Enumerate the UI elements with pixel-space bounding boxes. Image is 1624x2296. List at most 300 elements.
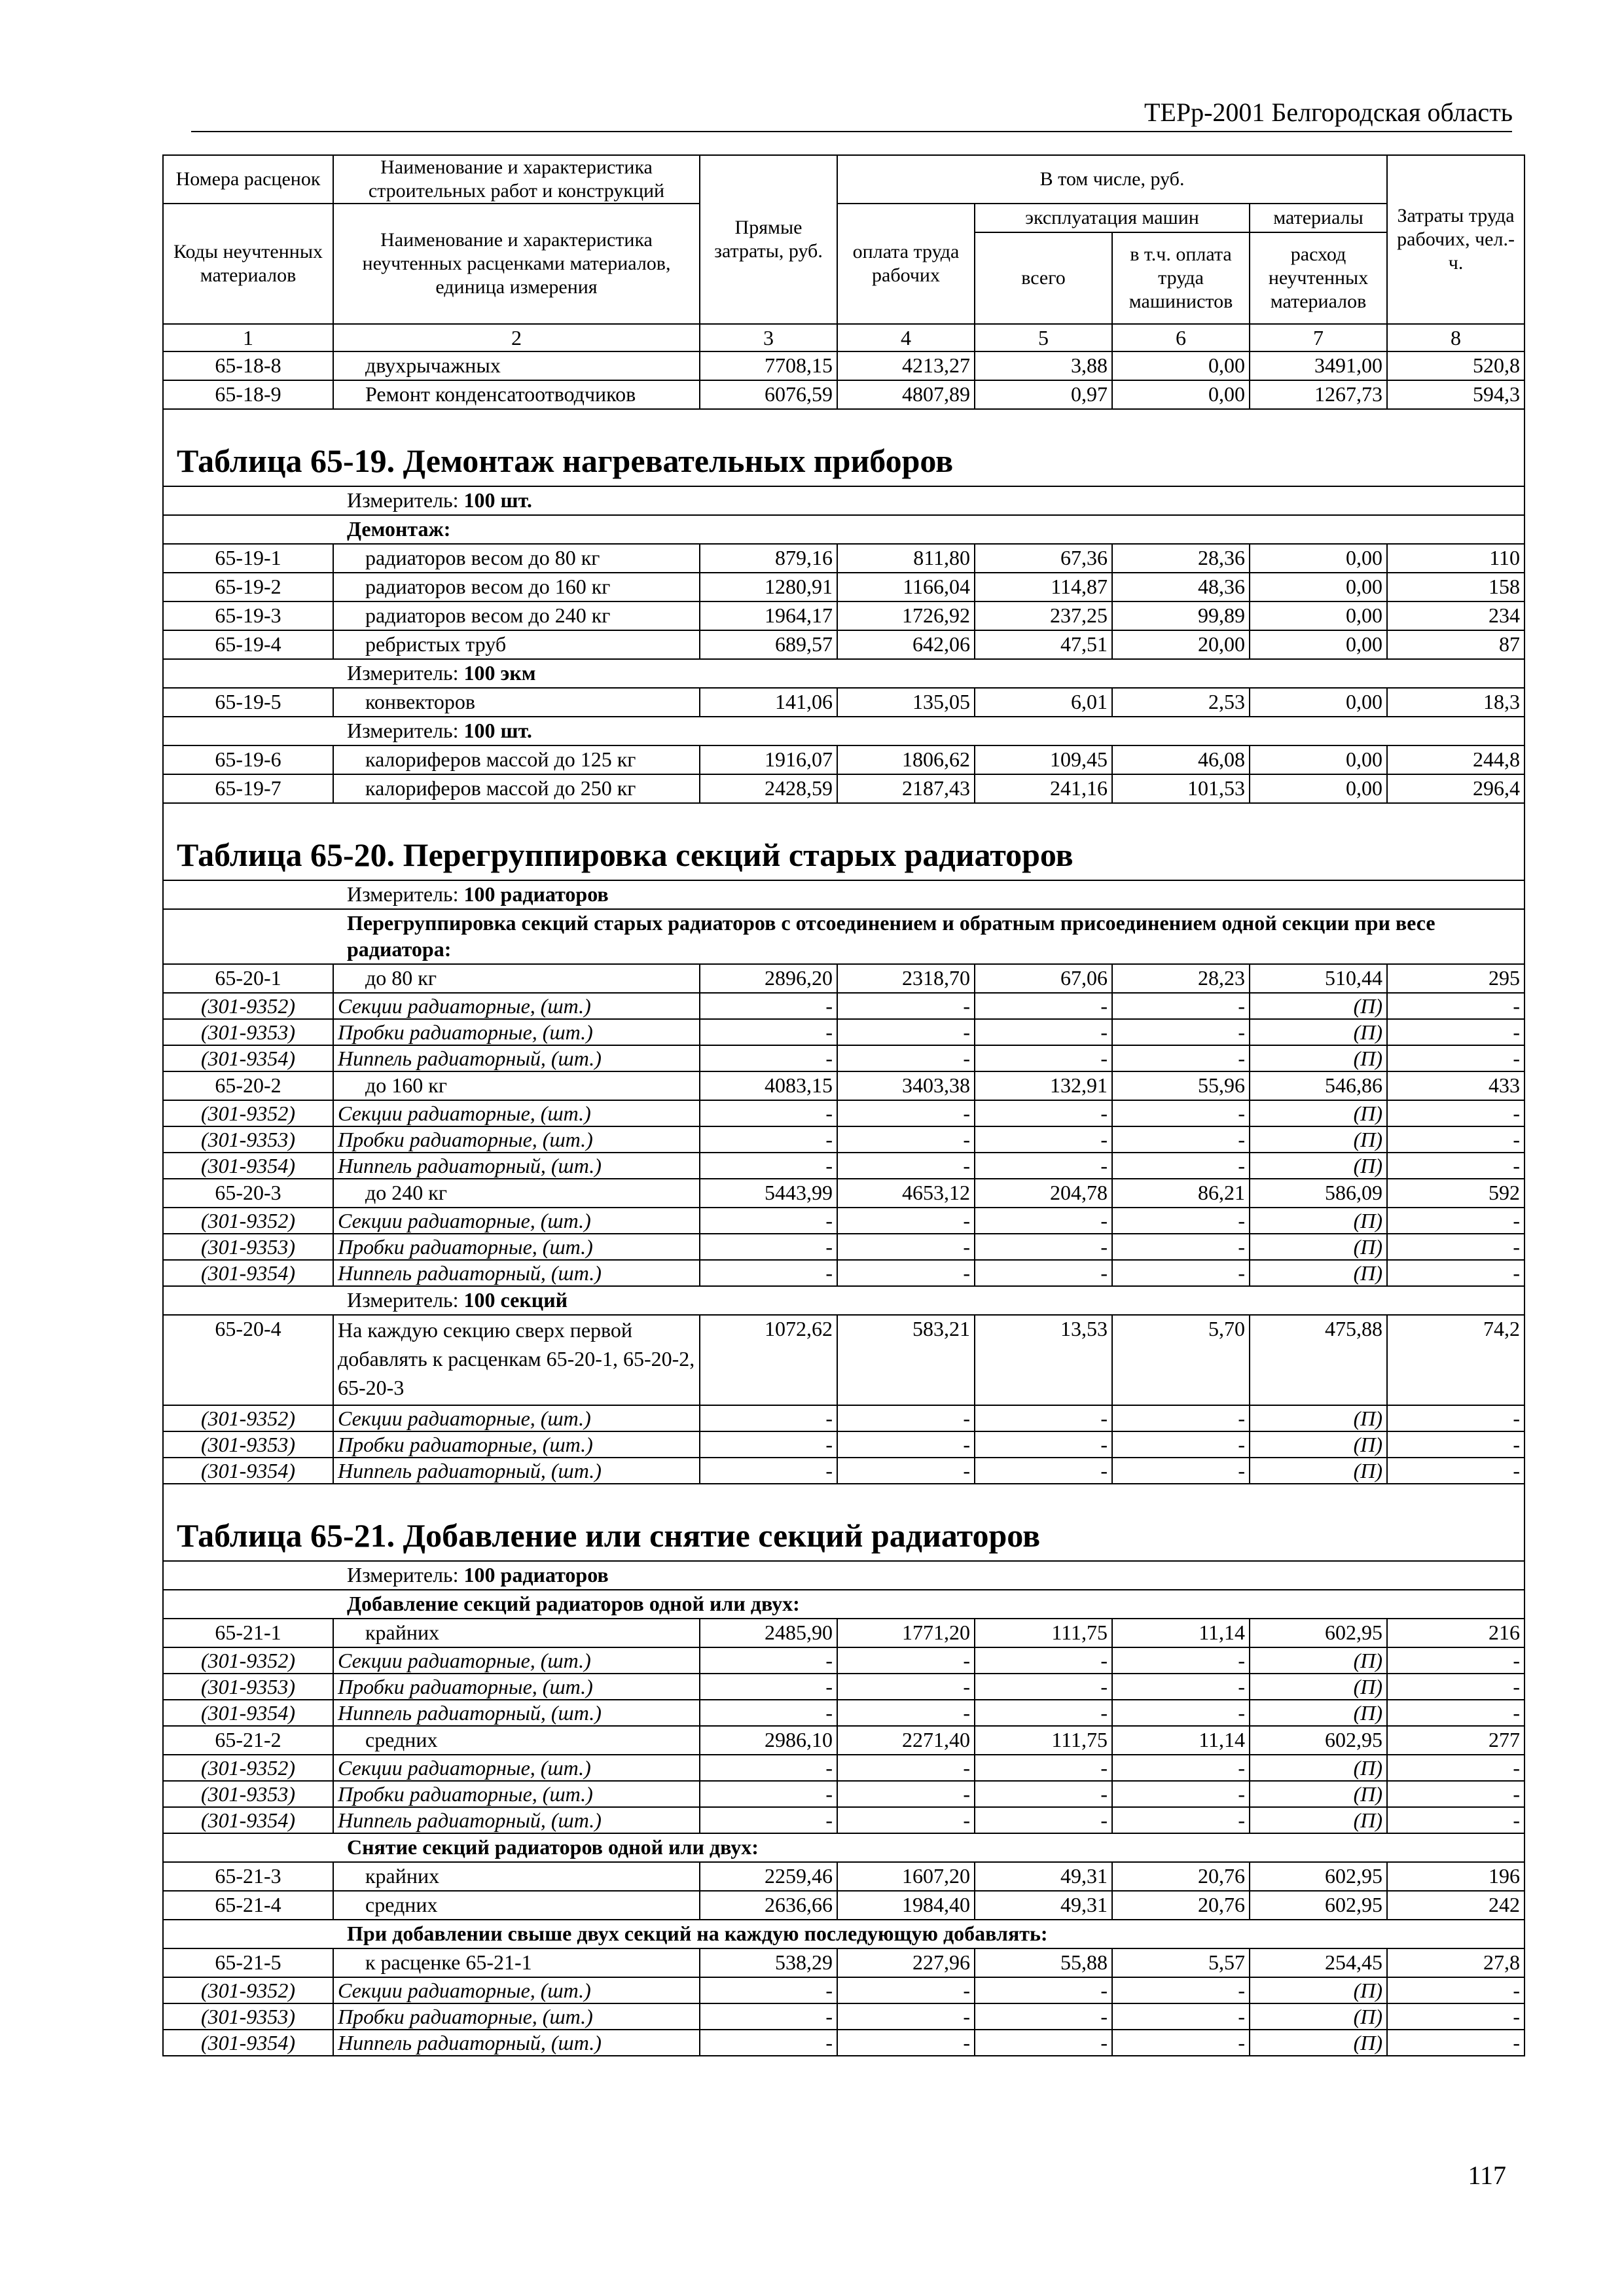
- direct-costs: 6076,59: [700, 380, 837, 409]
- measure-value: 100 секций: [463, 1288, 568, 1312]
- material-mark: (П): [1250, 1458, 1387, 1484]
- material-dash: -: [837, 1431, 975, 1458]
- material-dash: -: [1112, 1208, 1250, 1234]
- labor-hours: 277: [1387, 1726, 1525, 1755]
- material-mark: (П): [1250, 1431, 1387, 1458]
- material-dash: -: [1387, 1260, 1525, 1286]
- material-code: (301-9352): [163, 1405, 333, 1431]
- machines-total: 67,06: [975, 964, 1112, 993]
- material-dash: -: [837, 993, 975, 1019]
- section-heading: Добавление секций радиаторов одной или двух:: [163, 1590, 1525, 1619]
- section-heading-row: [163, 909, 1525, 964]
- machinists-pay: 20,76: [1112, 1891, 1250, 1920]
- material-mark: (П): [1250, 1153, 1387, 1179]
- column-number: 8: [1387, 324, 1525, 351]
- measure-row: [163, 486, 1525, 515]
- material-dash: -: [1112, 1126, 1250, 1153]
- material-name: Пробки радиаторные, (шт.): [333, 2003, 700, 2030]
- rate-code: 65-19-7: [163, 774, 333, 803]
- table-row: [163, 774, 1525, 803]
- machinists-pay: 28,23: [1112, 964, 1250, 993]
- material-name: Секции радиаторные, (шт.): [333, 993, 700, 1019]
- rate-name: двухрычажных: [333, 351, 700, 380]
- material-dash: -: [1112, 1100, 1250, 1126]
- material-dash: -: [1387, 1674, 1525, 1700]
- col-header-group-including: В том числе, руб.: [837, 155, 1387, 204]
- col-header-material-codes: Коды неучтенных материалов: [163, 204, 333, 324]
- table-row: [163, 1315, 1525, 1405]
- col-header-machinists-pay: в т.ч. оплата труда машинистов: [1112, 232, 1250, 324]
- material-dash: -: [975, 1700, 1112, 1726]
- col-header-materials: материалы: [1250, 204, 1387, 232]
- column-number: 6: [1112, 324, 1250, 351]
- machines-total: 49,31: [975, 1862, 1112, 1891]
- material-dash: -: [1112, 1700, 1250, 1726]
- measure-label: Измеритель:: [347, 661, 464, 685]
- machines-total: 114,87: [975, 573, 1112, 601]
- rate-name: радиаторов весом до 160 кг: [333, 573, 700, 601]
- materials-value: 0,00: [1250, 573, 1387, 601]
- material-code: (301-9354): [163, 1458, 333, 1484]
- table-row: [163, 1948, 1525, 1977]
- material-dash: -: [700, 1977, 837, 2003]
- measure-value: 100 экм: [463, 661, 536, 685]
- material-dash: -: [837, 1405, 975, 1431]
- material-dash: -: [975, 1647, 1112, 1674]
- materials-value: 510,44: [1250, 964, 1387, 993]
- measure-value: 100 шт.: [463, 488, 532, 512]
- material-dash: -: [1112, 1755, 1250, 1781]
- material-dash: -: [700, 1153, 837, 1179]
- material-dash: -: [1112, 993, 1250, 1019]
- material-mark: (П): [1250, 1977, 1387, 2003]
- material-row: [163, 1100, 1525, 1126]
- machinists-pay: 5,70: [1112, 1315, 1250, 1405]
- material-mark: (П): [1250, 2003, 1387, 2030]
- table-title: Таблица 65-19. Демонтаж нагревательных приборов: [163, 409, 1525, 486]
- material-dash: -: [837, 1674, 975, 1700]
- document-header-title: ТЕРр-2001 Белгородская область: [1144, 98, 1513, 127]
- material-dash: -: [1387, 1019, 1525, 1045]
- header-rule: [191, 131, 1512, 132]
- material-row: [163, 1977, 1525, 2003]
- measure-line: [163, 1561, 1525, 1590]
- rate-code: 65-19-1: [163, 544, 333, 573]
- measure-label: Измеритель:: [347, 1563, 464, 1587]
- material-dash: -: [1112, 1153, 1250, 1179]
- material-code: (301-9352): [163, 1647, 333, 1674]
- machines-total: 13,53: [975, 1315, 1112, 1405]
- measure-line: [163, 659, 1525, 688]
- material-dash: -: [837, 1208, 975, 1234]
- measure-label: Измеритель:: [347, 882, 464, 906]
- labor-hours: 592: [1387, 1179, 1525, 1208]
- material-code: (301-9352): [163, 1100, 333, 1126]
- rate-code: 65-19-5: [163, 688, 333, 717]
- rate-name: ребристых труб: [333, 630, 700, 659]
- machines-total: 55,88: [975, 1948, 1112, 1977]
- material-dash: -: [837, 1153, 975, 1179]
- material-name: Ниппель радиаторный, (шт.): [333, 1153, 700, 1179]
- material-code: (301-9353): [163, 2003, 333, 2030]
- material-name: Ниппель радиаторный, (шт.): [333, 2030, 700, 2056]
- col-header-direct-costs: Прямые затраты, руб.: [700, 155, 837, 324]
- measure-label: Измеритель:: [347, 1288, 464, 1312]
- material-row: [163, 1647, 1525, 1674]
- labor-hours: 295: [1387, 964, 1525, 993]
- column-number: 7: [1250, 324, 1387, 351]
- material-row: [163, 1431, 1525, 1458]
- rate-name: средних: [333, 1726, 700, 1755]
- materials-value: 586,09: [1250, 1179, 1387, 1208]
- machinists-pay: 5,57: [1112, 1948, 1250, 1977]
- table-title: Таблица 65-20. Перегруппировка секций старых радиаторов: [163, 803, 1525, 880]
- worker-pay: 811,80: [837, 544, 975, 573]
- material-code: (301-9353): [163, 1019, 333, 1045]
- material-name: Пробки радиаторные, (шт.): [333, 1234, 700, 1260]
- measure-row: [163, 717, 1525, 745]
- measure-row: [163, 880, 1525, 909]
- material-dash: -: [837, 1977, 975, 2003]
- material-dash: -: [975, 1260, 1112, 1286]
- direct-costs: 2636,66: [700, 1891, 837, 1920]
- material-dash: -: [975, 993, 1112, 1019]
- machines-total: 132,91: [975, 1071, 1112, 1100]
- machines-total: 204,78: [975, 1179, 1112, 1208]
- material-dash: -: [837, 1100, 975, 1126]
- material-dash: -: [1112, 1781, 1250, 1807]
- section-heading-row: [163, 1590, 1525, 1619]
- col-header-work-name: Наименование и характеристика строительных работ и конструкций: [333, 155, 700, 204]
- material-dash: -: [975, 2030, 1112, 2056]
- machines-total: 3,88: [975, 351, 1112, 380]
- material-dash: -: [1112, 1647, 1250, 1674]
- measure-label: Измеритель:: [347, 719, 464, 742]
- machinists-pay: 28,36: [1112, 544, 1250, 573]
- measure-line: [163, 717, 1525, 745]
- table-row: [163, 1891, 1525, 1920]
- direct-costs: 4083,15: [700, 1071, 837, 1100]
- section-heading-row: [163, 1920, 1525, 1948]
- rate-code: 65-21-4: [163, 1891, 333, 1920]
- rate-name: конвекторов: [333, 688, 700, 717]
- material-mark: (П): [1250, 2030, 1387, 2056]
- materials-value: 3491,00: [1250, 351, 1387, 380]
- material-mark: (П): [1250, 1807, 1387, 1833]
- material-name: Пробки радиаторные, (шт.): [333, 1019, 700, 1045]
- material-dash: -: [1387, 1126, 1525, 1153]
- material-row: [163, 1208, 1525, 1234]
- material-code: (301-9354): [163, 2030, 333, 2056]
- material-dash: -: [837, 2003, 975, 2030]
- material-dash: -: [700, 1755, 837, 1781]
- table-row: [163, 573, 1525, 601]
- machines-total: 49,31: [975, 1891, 1112, 1920]
- material-dash: -: [1112, 1431, 1250, 1458]
- col-header-rate-numbers: Номера расценок: [163, 155, 333, 204]
- material-name: Пробки радиаторные, (шт.): [333, 1674, 700, 1700]
- material-dash: -: [1387, 1153, 1525, 1179]
- rate-name: до 80 кг: [333, 964, 700, 993]
- machinists-pay: 48,36: [1112, 573, 1250, 601]
- worker-pay: 4807,89: [837, 380, 975, 409]
- rate-name: калориферов массой до 125 кг: [333, 745, 700, 774]
- direct-costs: 1072,62: [700, 1315, 837, 1405]
- material-row: [163, 1153, 1525, 1179]
- direct-costs: 2428,59: [700, 774, 837, 803]
- rate-name: калориферов массой до 250 кг: [333, 774, 700, 803]
- labor-hours: 296,4: [1387, 774, 1525, 803]
- machines-total: 0,97: [975, 380, 1112, 409]
- material-mark: (П): [1250, 1405, 1387, 1431]
- material-dash: -: [837, 2030, 975, 2056]
- material-code: (301-9352): [163, 1755, 333, 1781]
- material-name: Ниппель радиаторный, (шт.): [333, 1807, 700, 1833]
- material-mark: (П): [1250, 1260, 1387, 1286]
- material-dash: -: [1387, 1700, 1525, 1726]
- table-row: [163, 1179, 1525, 1208]
- labor-hours: 433: [1387, 1071, 1525, 1100]
- machinists-pay: 20,00: [1112, 630, 1250, 659]
- material-name: Пробки радиаторные, (шт.): [333, 1126, 700, 1153]
- material-dash: -: [1387, 2030, 1525, 2056]
- materials-value: 0,00: [1250, 774, 1387, 803]
- materials-value: 254,45: [1250, 1948, 1387, 1977]
- worker-pay: 642,06: [837, 630, 975, 659]
- measure-line: [163, 486, 1525, 515]
- material-code: (301-9352): [163, 1208, 333, 1234]
- material-row: [163, 2003, 1525, 2030]
- material-dash: -: [1387, 1234, 1525, 1260]
- material-dash: -: [975, 1781, 1112, 1807]
- material-dash: -: [1387, 1100, 1525, 1126]
- rate-code: 65-19-2: [163, 573, 333, 601]
- material-dash: -: [1112, 1234, 1250, 1260]
- material-dash: -: [700, 1234, 837, 1260]
- machinists-pay: 11,14: [1112, 1619, 1250, 1647]
- material-mark: (П): [1250, 1019, 1387, 1045]
- rate-name: радиаторов весом до 80 кг: [333, 544, 700, 573]
- rate-name: средних: [333, 1891, 700, 1920]
- material-dash: -: [1387, 1458, 1525, 1484]
- table-row: [163, 544, 1525, 573]
- table-row: [163, 1619, 1525, 1647]
- column-number: 3: [700, 324, 837, 351]
- material-dash: -: [975, 1019, 1112, 1045]
- material-name: Пробки радиаторные, (шт.): [333, 1781, 700, 1807]
- worker-pay: 4653,12: [837, 1179, 975, 1208]
- rate-code: 65-21-3: [163, 1862, 333, 1891]
- table-title-row: [163, 803, 1525, 880]
- material-dash: -: [837, 1700, 975, 1726]
- material-dash: -: [1387, 2003, 1525, 2030]
- direct-costs: 879,16: [700, 544, 837, 573]
- material-dash: -: [700, 993, 837, 1019]
- measure-label: Измеритель:: [347, 488, 464, 512]
- material-dash: -: [700, 1126, 837, 1153]
- material-code: (301-9353): [163, 1674, 333, 1700]
- material-row: [163, 993, 1525, 1019]
- material-code: (301-9353): [163, 1431, 333, 1458]
- labor-hours: 244,8: [1387, 745, 1525, 774]
- material-dash: -: [1387, 1405, 1525, 1431]
- material-row: [163, 1807, 1525, 1833]
- material-row: [163, 1700, 1525, 1726]
- rate-code: 65-21-1: [163, 1619, 333, 1647]
- worker-pay: 4213,27: [837, 351, 975, 380]
- machinists-pay: 0,00: [1112, 351, 1250, 380]
- material-code: (301-9354): [163, 1700, 333, 1726]
- worker-pay: 1806,62: [837, 745, 975, 774]
- material-mark: (П): [1250, 993, 1387, 1019]
- rate-code: 65-19-3: [163, 601, 333, 630]
- labor-hours: 158: [1387, 573, 1525, 601]
- material-dash: -: [700, 1208, 837, 1234]
- rates-table-body: [163, 155, 1525, 2056]
- material-name: Секции радиаторные, (шт.): [333, 1100, 700, 1126]
- labor-hours: 110: [1387, 544, 1525, 573]
- material-name: Пробки радиаторные, (шт.): [333, 1431, 700, 1458]
- material-dash: -: [975, 1977, 1112, 2003]
- rate-name: Ремонт конденсатоотводчиков: [333, 380, 700, 409]
- section-heading-row: [163, 1833, 1525, 1862]
- table-title-row: [163, 1484, 1525, 1561]
- material-row: [163, 1405, 1525, 1431]
- material-dash: -: [700, 1807, 837, 1833]
- material-dash: -: [975, 1126, 1112, 1153]
- materials-value: 546,86: [1250, 1071, 1387, 1100]
- material-dash: -: [975, 1208, 1112, 1234]
- machines-total: 109,45: [975, 745, 1112, 774]
- materials-value: 475,88: [1250, 1315, 1387, 1405]
- material-code: (301-9354): [163, 1807, 333, 1833]
- material-name: Ниппель радиаторный, (шт.): [333, 1458, 700, 1484]
- column-number: 1: [163, 324, 333, 351]
- table-row: [163, 630, 1525, 659]
- material-row: [163, 1781, 1525, 1807]
- material-dash: -: [837, 1781, 975, 1807]
- direct-costs: 1964,17: [700, 601, 837, 630]
- table-row: [163, 601, 1525, 630]
- material-dash: -: [1387, 1208, 1525, 1234]
- material-dash: -: [1112, 1674, 1250, 1700]
- worker-pay: 1166,04: [837, 573, 975, 601]
- material-dash: -: [837, 1260, 975, 1286]
- material-dash: -: [837, 1458, 975, 1484]
- worker-pay: 583,21: [837, 1315, 975, 1405]
- col-header-worker-pay: оплата труда рабочих: [837, 204, 975, 324]
- material-dash: -: [1387, 993, 1525, 1019]
- material-name: Ниппель радиаторный, (шт.): [333, 1700, 700, 1726]
- materials-value: 602,95: [1250, 1891, 1387, 1920]
- material-dash: -: [700, 1260, 837, 1286]
- machinists-pay: 11,14: [1112, 1726, 1250, 1755]
- material-dash: -: [700, 1458, 837, 1484]
- direct-costs: 2485,90: [700, 1619, 837, 1647]
- material-code: (301-9353): [163, 1781, 333, 1807]
- labor-hours: 234: [1387, 601, 1525, 630]
- material-dash: -: [1112, 1458, 1250, 1484]
- labor-hours: 196: [1387, 1862, 1525, 1891]
- material-dash: -: [975, 1100, 1112, 1126]
- material-dash: -: [975, 1153, 1112, 1179]
- table-row: [163, 1726, 1525, 1755]
- material-mark: (П): [1250, 1126, 1387, 1153]
- material-dash: -: [1387, 1647, 1525, 1674]
- section-heading: Перегруппировка секций старых радиаторов с отсоединением и обратным присоединением одной секции при весе радиатора:: [163, 909, 1525, 964]
- labor-hours: 594,3: [1387, 380, 1525, 409]
- material-dash: -: [1112, 1405, 1250, 1431]
- material-dash: -: [1112, 2030, 1250, 2056]
- material-row: [163, 1019, 1525, 1045]
- measure-line: [163, 880, 1525, 909]
- material-mark: (П): [1250, 1208, 1387, 1234]
- table-row: [163, 745, 1525, 774]
- machinists-pay: 101,53: [1112, 774, 1250, 803]
- materials-value: 1267,73: [1250, 380, 1387, 409]
- rate-code: 65-21-5: [163, 1948, 333, 1977]
- material-dash: -: [700, 1019, 837, 1045]
- material-dash: -: [1112, 2003, 1250, 2030]
- material-code: (301-9353): [163, 1234, 333, 1260]
- direct-costs: 141,06: [700, 688, 837, 717]
- material-code: (301-9354): [163, 1260, 333, 1286]
- labor-hours: 216: [1387, 1619, 1525, 1647]
- material-dash: -: [975, 1431, 1112, 1458]
- rate-name: до 160 кг: [333, 1071, 700, 1100]
- material-dash: -: [1387, 1781, 1525, 1807]
- material-dash: -: [700, 1431, 837, 1458]
- materials-value: 0,00: [1250, 544, 1387, 573]
- table-row: [163, 1862, 1525, 1891]
- worker-pay: 135,05: [837, 688, 975, 717]
- worker-pay: 227,96: [837, 1948, 975, 1977]
- material-dash: -: [1387, 1431, 1525, 1458]
- material-dash: -: [975, 1807, 1112, 1833]
- col-header-machines-total: всего: [975, 232, 1112, 324]
- labor-hours: 520,8: [1387, 351, 1525, 380]
- material-mark: (П): [1250, 1045, 1387, 1071]
- worker-pay: 1984,40: [837, 1891, 975, 1920]
- labor-hours: 87: [1387, 630, 1525, 659]
- material-row: [163, 2030, 1525, 2056]
- material-dash: -: [700, 2030, 837, 2056]
- machines-total: 67,36: [975, 544, 1112, 573]
- materials-value: 0,00: [1250, 745, 1387, 774]
- material-row: [163, 1260, 1525, 1286]
- table-row: [163, 688, 1525, 717]
- material-dash: -: [837, 1234, 975, 1260]
- labor-hours: 27,8: [1387, 1948, 1525, 1977]
- rate-code: 65-20-3: [163, 1179, 333, 1208]
- material-dash: -: [837, 1045, 975, 1071]
- worker-pay: 2318,70: [837, 964, 975, 993]
- material-dash: -: [837, 1807, 975, 1833]
- material-code: (301-9353): [163, 1126, 333, 1153]
- column-number: 5: [975, 324, 1112, 351]
- section-heading-row: [163, 515, 1525, 544]
- material-dash: -: [837, 1755, 975, 1781]
- page-number: 117: [1468, 2161, 1506, 2190]
- col-header-material-consumption: расход неучтенных материалов: [1250, 232, 1387, 324]
- material-dash: -: [975, 1458, 1112, 1484]
- direct-costs: 2986,10: [700, 1726, 837, 1755]
- material-dash: -: [975, 1045, 1112, 1071]
- material-mark: (П): [1250, 1647, 1387, 1674]
- material-dash: -: [1112, 1260, 1250, 1286]
- material-dash: -: [1112, 1045, 1250, 1071]
- materials-value: 602,95: [1250, 1862, 1387, 1891]
